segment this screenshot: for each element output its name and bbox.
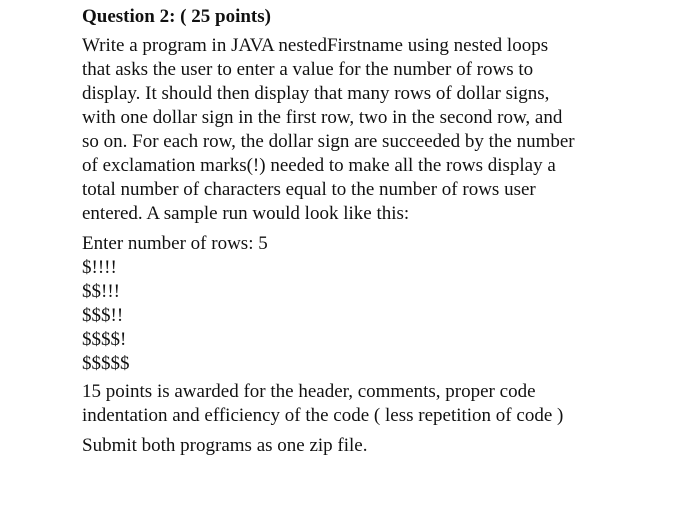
question-document [82,4,682,458]
description-line: that asks the user to enter a value for the number of rows to [82,59,534,80]
submission-note [82,434,682,458]
description-line: total number of characters equal to the number of rows user [82,179,536,200]
sample-output-line: $$$!! [82,305,124,326]
description-line: entered. A sample run would look like this: [82,203,410,224]
description-line: display. It should then display that many rows of dollar signs, [82,83,550,104]
description-line: with one dollar sign in the first row, two in the second row, and [82,107,563,128]
sample-output-line: $$!!! [82,281,120,302]
question-description [82,34,682,226]
grading-note [82,380,682,428]
sample-run [82,232,682,376]
sample-output-line: $$$$! [82,329,127,350]
sample-output-line: $!!!! [82,257,117,278]
grading-line: indentation and efficiency of the code ( less repetition of code ) [82,405,564,426]
sample-prompt-line: Enter number of rows: 5 [82,233,268,254]
question-title: Question 2: ( 25 points) [82,6,271,27]
description-line: so on. For each row, the dollar sign are succeeded by the number [82,131,575,152]
sample-output-line: $$$$$ [82,353,130,374]
grading-line: 15 points is awarded for the header, comments, proper code [82,381,536,402]
description-line: of exclamation marks(!) needed to make all the rows display a [82,155,556,176]
description-line: Write a program in JAVA nestedFirstname using nested loops [82,35,549,56]
submission-line: Submit both programs as one zip file. [82,435,368,456]
